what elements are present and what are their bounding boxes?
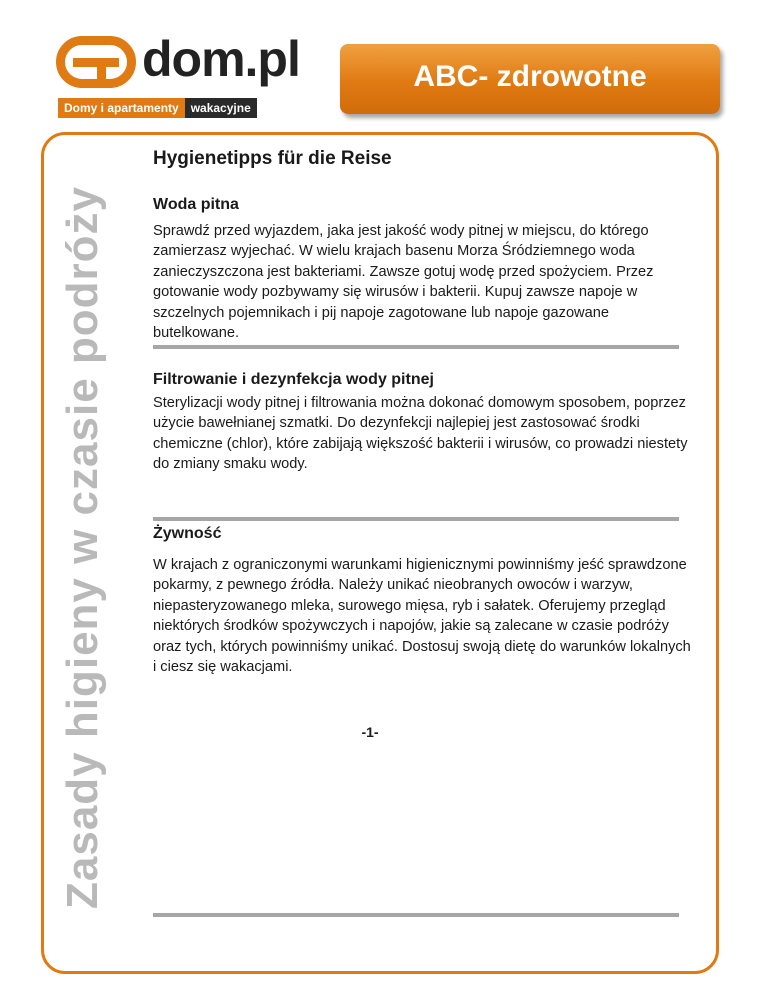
section-heading-filtering: Filtrowanie i dezynfekcja wody pitnej (153, 371, 434, 388)
section-text-drinking-water: Sprawdź przed wyjazdem, jaka jest jakość wody pitnej w miejscu, do którego zamierzasz wyjechać. W wielu krajach basenu Morza Śródziemnego woda zanieczyszczona jest bakteriami. Zawsze gotuj wodę przed spożyciem. Przez gotowanie wody pozbywamy się wirusów i bakterii. Kupuj zawsze napoje w szczelnych pojemnikach i pij napoje zagotowane lub napoje gazowane butelkowane. (153, 223, 654, 342)
logo-name: dom.pl (142, 31, 300, 87)
section-divider (153, 517, 679, 521)
section-text-food: W krajach z ograniczonymi warunkami higienicznymi powinniśmy jeść sprawdzone pokarmy, z pewnego źródła. Należy unikać nieobranych owoców i warzyw, niepasteryzowanego mleka, surowego mięsa, ryb i sałatek. Oferujemy przegląd niektórych środków spożywczych i napojów, jakie są zalecane w czasie podróży oraz tych, których powinniśmy unikać. Dostosuj swoją dietę do warunków lokalnych i ciesz się wakacjami. (153, 557, 691, 676)
logo-tagline (58, 98, 257, 118)
side-title: Zasady higieny w czasie podróży (58, 186, 107, 909)
section-heading-drinking-water: Woda pitna (153, 196, 239, 213)
logo-tagline-part-b: wakacyjne (185, 98, 257, 118)
logo-tagline-part-a: Domy i apartamenty (58, 98, 185, 118)
e-logo-icon (56, 36, 136, 88)
site-logo[interactable] (56, 32, 318, 120)
bottom-divider (153, 913, 679, 917)
section-divider (153, 345, 679, 349)
section-text-filtering: Sterylizacji wody pitnej i filtrowania można dokonać domowym sposobem, poprzez użycie bawełnianej szmatki. Do dezynfekcji najlepiej jest zastosować środki chemiczne (chlor), które zabijają większość bakterii i wirusów, co prowadzi niestety do zmiany smaku wody. (153, 395, 688, 473)
header-title: ABC- zdrowotne (413, 60, 647, 93)
page-number: -1- (361, 724, 379, 740)
header-banner (340, 44, 720, 114)
section-heading-food: Żywność (153, 525, 222, 542)
page-title: Hygienetipps für die Reise (153, 148, 392, 169)
